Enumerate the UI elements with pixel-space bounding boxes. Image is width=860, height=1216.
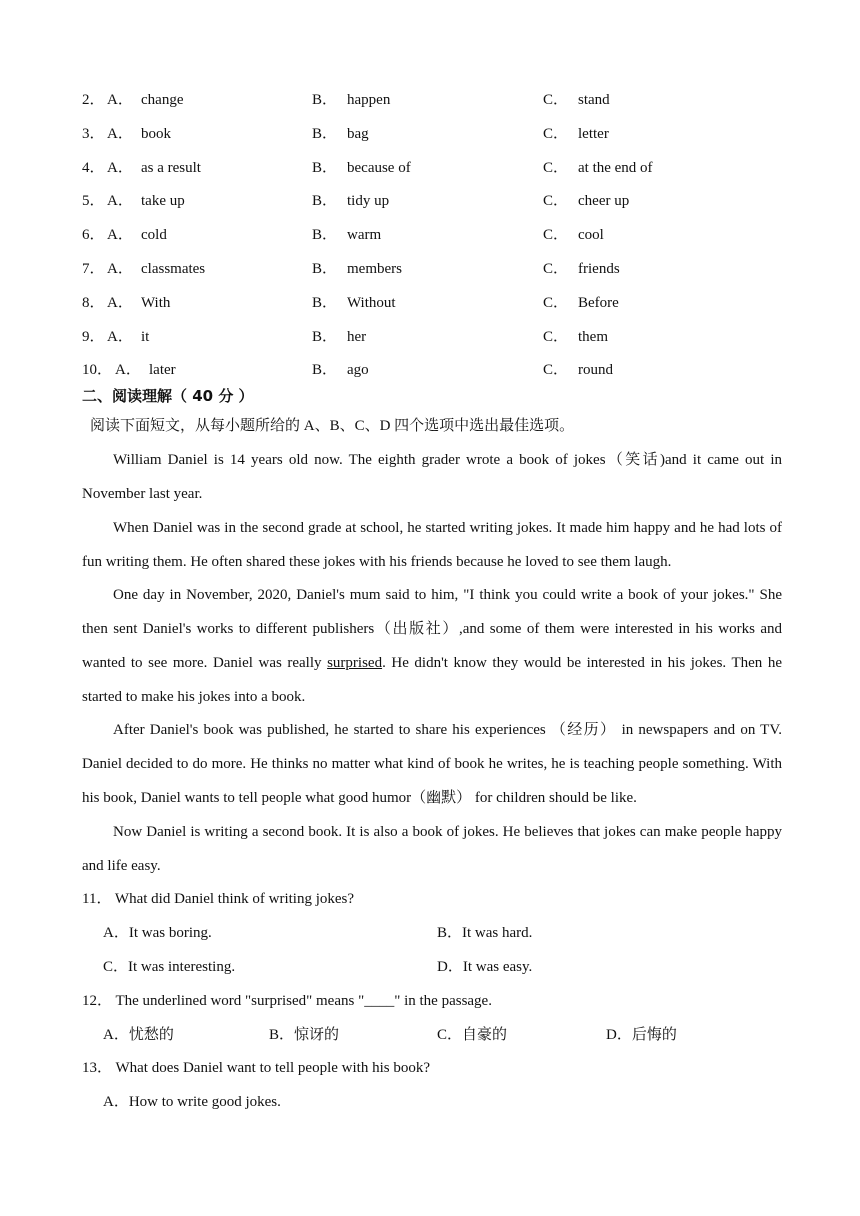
option-c-label: C． — [543, 125, 569, 142]
question-12-option-c: C．自豪的 — [437, 1027, 508, 1043]
option-a-text: it — [141, 328, 150, 345]
option-a-label: A． — [107, 159, 133, 176]
option-c-text: letter — [578, 125, 609, 142]
option-c-label: C． — [543, 261, 569, 277]
choice-row — [0, 286, 860, 320]
choice-row — [0, 184, 860, 218]
instructions: 阅读下面短文，从每小题所给的 A、B、C、D 四个选项中选出最佳选项。 — [90, 418, 575, 434]
option-b-text: happen — [347, 92, 391, 108]
option-c-text: Before — [578, 294, 619, 311]
option-b-text: tidy up — [347, 193, 390, 210]
option-b-label: B． — [312, 159, 338, 176]
option-c-label: C． — [543, 328, 569, 345]
question-11-option-b: B．It was hard. — [437, 925, 533, 941]
option-c-text: round — [578, 362, 613, 379]
question-11-option-c: C．It was interesting. — [103, 959, 236, 975]
passage-paragraph-2: When Daniel was in the second grade at school, he started writing jokes. It made him happy and he had lots of fun writing them. He often shared these jokes with his friends because he loved to see them laugh. — [82, 520, 782, 570]
option-a-label: A． — [107, 125, 133, 142]
choice-row — [0, 218, 860, 252]
option-b-text: members — [347, 261, 402, 277]
option-c-text: friends — [578, 261, 620, 277]
option-b-label: B． — [312, 227, 338, 244]
passage-paragraph-1: William Daniel is 14 years old now. The eighth grader wrote a book of jokes（笑话)and it came out in November last year. — [82, 452, 782, 502]
section-heading: 二、阅读理解（ 40 分 ） — [82, 387, 254, 405]
question-number: 4． — [82, 159, 105, 176]
option-a-text: classmates — [141, 261, 206, 277]
option-b-label: B． — [312, 328, 338, 345]
question-11-option-a: A．It was boring. — [103, 925, 212, 941]
option-a-label: A． — [107, 193, 133, 210]
option-c-text: them — [578, 328, 608, 345]
option-c-text: cool — [578, 227, 604, 244]
question-number: 5． — [82, 193, 105, 210]
option-b-label: B． — [312, 261, 338, 277]
option-c-text: stand — [578, 92, 610, 108]
question-12-option-a: A．忧愁的 — [103, 1027, 174, 1043]
choice-row — [0, 320, 860, 354]
option-c-label: C． — [543, 193, 569, 210]
question-11-stem: 11． What did Daniel think of writing jokes? — [82, 891, 355, 907]
question-number: 7． — [82, 261, 105, 277]
option-b-label: B． — [312, 362, 338, 379]
option-c-text: at the end of — [578, 159, 653, 176]
question-number: 6． — [82, 227, 105, 244]
option-a-text: later — [149, 362, 176, 379]
option-a-label: A． — [115, 362, 141, 379]
question-13-stem: 13． What does Daniel want to tell people with his book? — [82, 1060, 430, 1076]
option-c-label: C． — [543, 159, 569, 176]
choice-row — [0, 252, 860, 286]
option-b-label: B． — [312, 125, 338, 142]
option-a-label: A． — [107, 227, 133, 244]
option-a-text: take up — [141, 193, 185, 210]
option-b-label: B． — [312, 294, 338, 311]
question-12-option-d: D．后悔的 — [606, 1027, 677, 1043]
option-c-label: C． — [543, 92, 569, 108]
paragraph-3-text-after: . He didn't know they would be interested in his jokes. Then he started to make his jokes into a book. — [82, 655, 782, 705]
choice-row — [0, 151, 860, 185]
question-number: 2． — [82, 92, 105, 108]
passage-paragraph-5: Now Daniel is writing a second book. It is also a book of jokes. He believes that jokes can make people happy and life easy. — [82, 824, 782, 874]
option-a-label: A． — [107, 92, 133, 108]
option-b-text: bag — [347, 125, 369, 142]
option-a-text: as a result — [141, 159, 201, 176]
question-12-stem: 12． The underlined word "surprised" means "____" in the passage. — [82, 993, 492, 1009]
option-a-text: With — [141, 294, 171, 311]
option-c-label: C． — [543, 294, 569, 311]
option-a-label: A． — [107, 261, 133, 277]
option-b-text: her — [347, 328, 367, 345]
option-a-text: cold — [141, 227, 167, 244]
underlined-word: surprised — [327, 655, 383, 671]
option-a-text: change — [141, 92, 184, 108]
option-a-label: A． — [107, 294, 133, 311]
passage-paragraph-3 — [82, 578, 782, 714]
option-a-text: book — [141, 125, 171, 142]
option-b-text: Without — [347, 294, 396, 311]
option-b-label: B． — [312, 92, 338, 108]
option-b-text: because of — [347, 159, 411, 176]
option-b-text: warm — [347, 227, 382, 244]
option-c-text: cheer up — [578, 193, 630, 210]
question-12-option-b: B．惊讶的 — [269, 1027, 340, 1043]
question-number: 8． — [82, 294, 105, 311]
question-number: 9． — [82, 328, 105, 345]
option-c-label: C． — [543, 362, 569, 379]
question-number: 3． — [82, 125, 105, 142]
option-b-label: B． — [312, 193, 338, 210]
option-b-text: ago — [347, 362, 369, 379]
passage-paragraph-4: After Daniel's book was published, he started to share his experiences （经历） in newspapers and on TV. Daniel decided to do more. He thinks no matter what kind of book he writes, he is teaching people something. With his book, Daniel wants to tell people what good humor（幽默） for children should be like. — [82, 722, 782, 806]
question-11-option-d: D．It was easy. — [437, 959, 533, 975]
choice-row — [0, 83, 860, 117]
paragraph-3-text-before: One day in November, 2020, Daniel's mum said to him, "I think you could write a book of your jokes." She then sent Daniel's works to different publishers（出版社）,and some of them were interested in his works and wanted to see more. Daniel was really — [82, 587, 782, 671]
option-c-label: C． — [543, 227, 569, 244]
choice-row — [0, 117, 860, 151]
option-a-label: A． — [107, 328, 133, 345]
question-number: 10． — [82, 362, 113, 379]
question-13-option-a: A．How to write good jokes. — [103, 1094, 281, 1110]
choice-row — [0, 353, 860, 387]
